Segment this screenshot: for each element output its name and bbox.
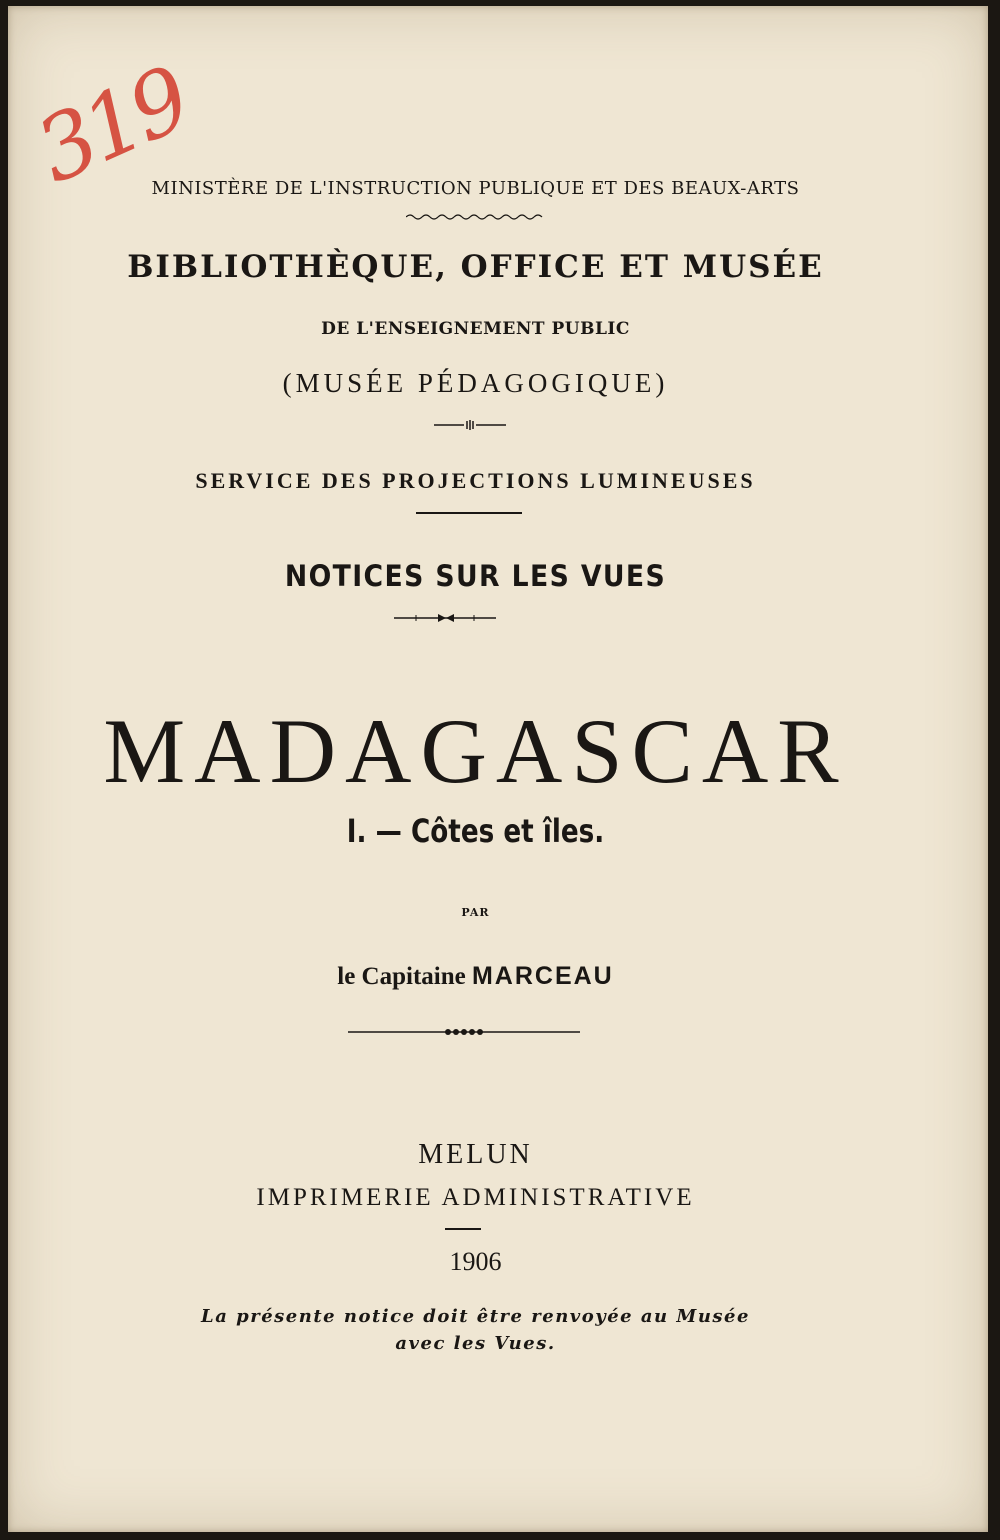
handwritten-catalog-number: 319 bbox=[21, 47, 201, 204]
author-line bbox=[8, 962, 943, 991]
publisher-city: MELUN bbox=[418, 1139, 533, 1170]
year-rule-divider bbox=[445, 1228, 481, 1230]
series-heading: NOTICES SUR LES VUES bbox=[284, 559, 667, 593]
return-notice-line-2: avec les Vues. bbox=[395, 1333, 556, 1354]
institution-title: BIBLIOTHÈQUE, OFFICE ET MUSÉE bbox=[127, 249, 824, 285]
small-ornament-divider bbox=[434, 419, 506, 431]
by-label: PAR bbox=[461, 906, 490, 919]
document-cover bbox=[8, 6, 988, 1532]
institution-subtitle: DE L'ENSEIGNEMENT PUBLIC bbox=[321, 319, 630, 339]
service-heading: SERVICE DES PROJECTIONS LUMINEUSES bbox=[195, 468, 756, 493]
part-title: I. — Côtes et îles. bbox=[346, 812, 605, 850]
publication-year: 1906 bbox=[449, 1247, 502, 1276]
ministry-heading: MINISTÈRE DE L'INSTRUCTION PUBLIQUE ET DES BEAUX-ARTS bbox=[151, 178, 800, 199]
main-title: MADAGASCAR bbox=[103, 700, 848, 802]
author-rank: le Capitaine bbox=[337, 963, 466, 990]
institution-alt-name: (MUSÉE PÉDAGOGIQUE) bbox=[282, 368, 669, 398]
short-rule-divider bbox=[416, 512, 522, 514]
author-name: MARCEAU bbox=[471, 962, 614, 990]
publisher-press: IMPRIMERIE ADMINISTRATIVE bbox=[256, 1184, 695, 1211]
beaded-ornament-divider bbox=[348, 1026, 580, 1038]
return-notice-line-1: La présente notice doit être renvoyée au Musée bbox=[201, 1306, 750, 1327]
wavy-divider bbox=[406, 212, 544, 222]
arrow-ornament-divider bbox=[394, 612, 496, 624]
